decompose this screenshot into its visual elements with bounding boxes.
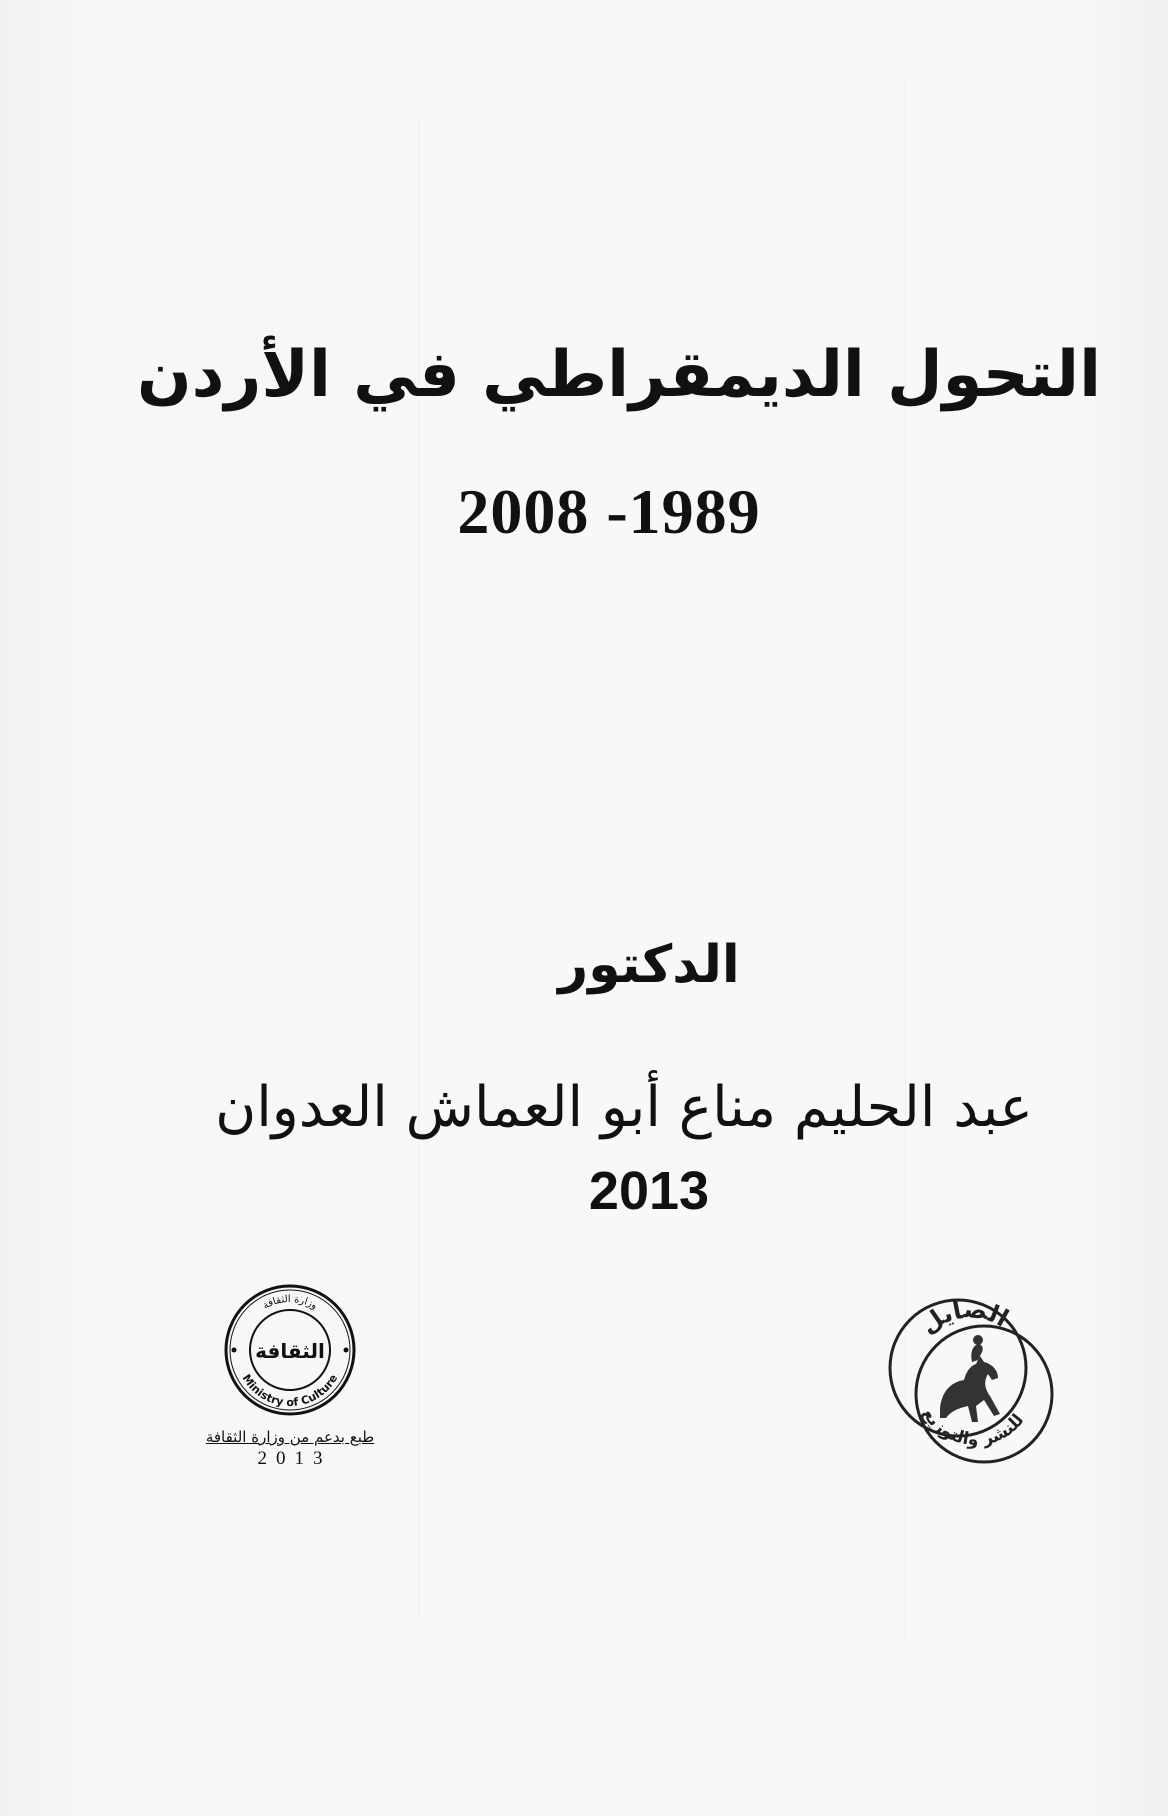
book-title: التحول الديمقراطي في الأردن (137, 338, 1101, 412)
author-honorific: الدكتور (558, 935, 740, 995)
ministry-caption: طبع بدعم من وزارة الثقافة (205, 1428, 375, 1446)
book-years: 2008 -1989 (457, 476, 761, 547)
seal-center-text: الثقافة (255, 1339, 325, 1363)
author-name: عبد الحليم مناع أبو العماش العدوان (215, 1075, 1033, 1140)
seal-top-text: وزارة الثقافة (261, 1293, 319, 1312)
ministry-seal-icon (220, 1280, 360, 1420)
seal-english-text: Ministry of Culture (239, 1371, 341, 1410)
horse-rider-icon (940, 1335, 1000, 1422)
ministry-year: 2013 (257, 1448, 332, 1469)
publisher-logo-text: الصايل (915, 1294, 1014, 1340)
publisher-logo-subtext: للنشر والتوزيع (917, 1404, 1029, 1451)
publisher-logo-icon (880, 1290, 1060, 1470)
ministry-block (170, 1280, 410, 1470)
publication-year: 2013 (588, 1161, 710, 1221)
